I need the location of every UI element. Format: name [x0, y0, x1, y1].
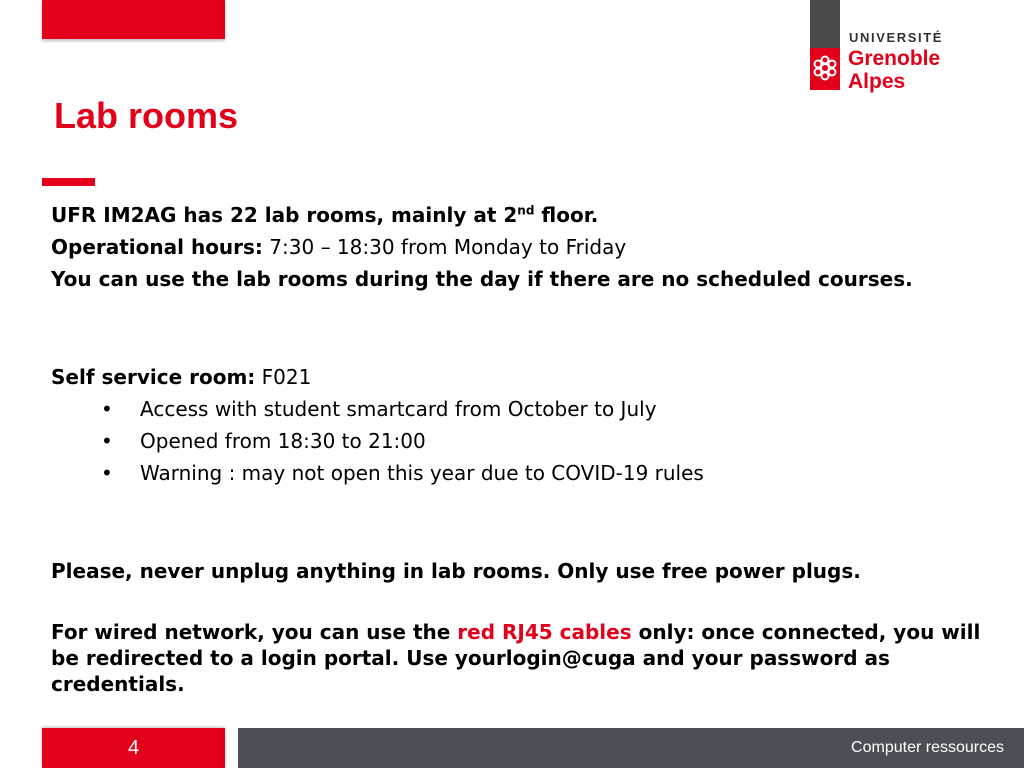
university-logo: [810, 0, 970, 95]
title-underline: [42, 178, 95, 186]
usage-line: You can use the lab rooms during the day if there are no scheduled courses.: [51, 267, 913, 291]
power-notice: Please, never unplug anything in lab rooms. Only use free power plugs.: [51, 559, 861, 583]
page-number: 4: [127, 737, 140, 759]
intro-line: UFR IM2AG has 22 lab rooms, mainly at 2nd floor.: [51, 203, 599, 227]
logo-text-grenoble: Grenoble: [848, 47, 941, 70]
logo-text-universite: UNIVERSITÉ: [849, 30, 944, 45]
self-service-line: Self service room: F021: [51, 365, 312, 389]
hours-line: Operational hours: 7:30 – 18:30 from Monday to Friday: [51, 235, 627, 259]
list-item: • Access with student smartcard from October to July: [51, 393, 1011, 425]
logo-red-block: [810, 48, 840, 90]
footer-bar: [238, 728, 1024, 768]
footer-page-box: [42, 728, 225, 768]
logo-gray-block: [810, 0, 840, 48]
list-item: • Warning : may not open this year due to COVID-19 rules: [51, 457, 1011, 489]
flower-emblem-icon: [813, 54, 837, 82]
logo-text-alpes: Alpes: [848, 70, 906, 93]
network-notice: For wired network, you can use the red RJ45 cables only: once connected, you will be redirected to a login portal. Use yourlogin@cuga and your password as credentials.: [51, 620, 981, 696]
slide-content: [51, 199, 1011, 697]
header-accent-bar: [42, 0, 225, 39]
list-item: • Opened from 18:30 to 21:00: [51, 425, 1011, 457]
red-cable-highlight: red RJ45 cables: [457, 620, 632, 644]
footer: [0, 728, 1024, 768]
footer-label: Computer ressources: [851, 739, 1004, 756]
page-title: Lab rooms: [54, 95, 239, 136]
self-service-list: [51, 393, 1011, 489]
